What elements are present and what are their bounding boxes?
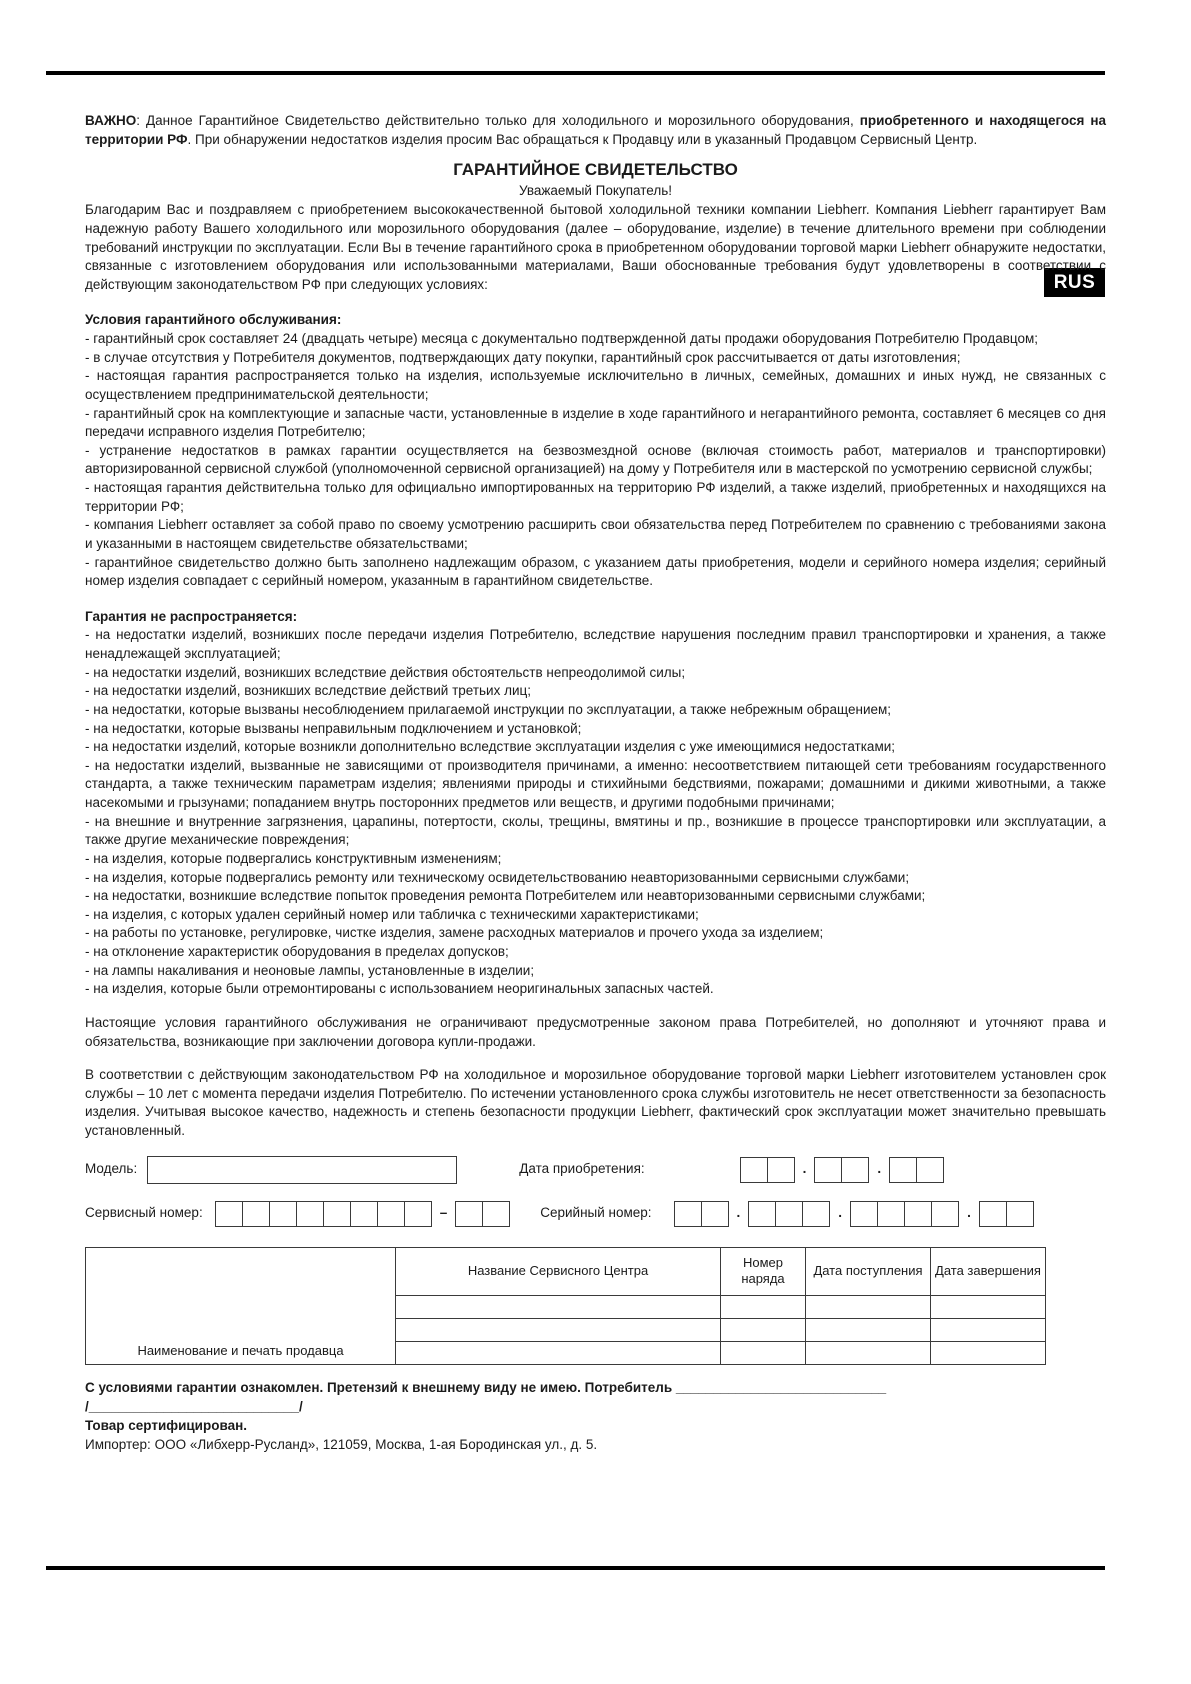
document-content (85, 112, 1106, 1454)
exclusions-list (85, 626, 1106, 999)
service-number-label: Сервисный номер: (85, 1205, 203, 1221)
form-cell (323, 1201, 351, 1227)
certified-line: Товар сертифицирован. (85, 1418, 247, 1434)
table-header-row (86, 1247, 1046, 1295)
form-cell (377, 1201, 405, 1227)
list-item: - на внешние и внутренние загрязнения, царапины, потертости, сколы, трещины, вмятины и пр., возникшие в процессе транспортировки или эксплуатации, а также другие механические повреждения; (85, 813, 1106, 848)
top-rule (46, 71, 1105, 75)
form-cell (931, 1201, 959, 1227)
page-title: ГАРАНТИЙНОЕ СВИДЕТЕЛЬСТВО (453, 160, 738, 180)
table-cell (396, 1295, 721, 1318)
importer-line: Импортер: ООО «Либхерр-Русланд», 121059, Москва, 1-ая Бородинская ул., д. 5. (85, 1437, 598, 1453)
important-notice (85, 112, 1106, 149)
form-cell (269, 1201, 297, 1227)
cell-group (740, 1157, 795, 1183)
list-item: - на отклонение характеристик оборудования в пределах допусков; (85, 944, 509, 960)
col-header-service-center: Название Сервисного Центра (396, 1247, 721, 1295)
col-header-order-number: Номер наряда (721, 1247, 806, 1295)
footer-block (85, 1378, 1106, 1455)
form-cell (296, 1201, 324, 1227)
cell-separator: . (967, 1205, 971, 1221)
table-cell (721, 1318, 806, 1341)
seller-stamp-label: Наименование и печать продавца (137, 1342, 344, 1358)
cell-separator: . (877, 1161, 882, 1177)
form-cell (242, 1201, 270, 1227)
form-cell (674, 1201, 702, 1227)
conditions-heading: Условия гарантийного обслуживания: (85, 312, 342, 328)
list-item: - на недостатки, возникшие вследствие попыток проведения ремонта Потребителем или неавторизованными сервисными службами; (85, 888, 926, 904)
form-cell (350, 1201, 378, 1227)
cell-group (748, 1201, 830, 1227)
list-item: - настоящая гарантия действительна только для официально импортированных на территорию РФ изделий, а также изделий, приобретенных и находящихся на территории РФ; (85, 480, 1106, 514)
conditions-list (85, 330, 1106, 591)
form-cell (841, 1157, 869, 1183)
form-cell (748, 1201, 776, 1227)
serial-number-label: Серийный номер: (540, 1205, 652, 1221)
model-input-box (147, 1156, 457, 1184)
form-cell (404, 1201, 432, 1227)
table-cell (721, 1341, 806, 1364)
form-cell (215, 1201, 243, 1227)
cell-separator: . (736, 1205, 741, 1221)
service-number-cells (215, 1201, 511, 1227)
list-item: - на недостатки изделий, возникших вследствие действий третьих лиц; (85, 683, 531, 699)
list-item: - на недостатки, которые вызваны неправильным подключением и установкой; (85, 720, 582, 736)
language-badge: RUS (1044, 268, 1105, 297)
table-cell (806, 1318, 931, 1341)
important-text-rest: . При обнаружении недостатков изделия просим Вас обращаться к Продавцу или в указанный Продавцом Сервисный Центр. (187, 131, 978, 147)
serial-number-cells (674, 1201, 1034, 1227)
form-cell (889, 1157, 917, 1183)
form-cell (877, 1201, 905, 1227)
list-item: - гарантийный срок составляет 24 (двадцать четыре) месяца с документально подтвержденной даты продажи оборудования Потребителю Продавцом; (85, 331, 1038, 347)
cell-separator: . (802, 1161, 807, 1177)
form-cell (916, 1157, 944, 1183)
acknowledgment-line: С условиями гарантии ознакомлен. Претензий к внешнему виду не имею. Потребитель ____________________________ /____________________________/ (85, 1379, 887, 1414)
intro-paragraph: Благодарим Вас и поздравляем с приобретением высококачественной бытовой холодильной техники компании Liebherr. Компания Liebherr гарантирует Вам надежную работу Вашего холодильного или морозильного оборудования (далее – оборудование, изделие) в течение длительного времени при соблюдении требований инструкции по эксплуатации. Если Вы в течение гарантийного срока в приобретенном оборудовании торговой марки Liebherr обнаружите недостатки, связанные с изготовлением оборудования или использованными материалами, Ваши обоснованные требования будут удовлетворены в соответствии с действующим законодательством РФ при следующих условиях: (85, 202, 1106, 292)
table-cell (806, 1341, 931, 1364)
form-cell (802, 1201, 830, 1227)
cell-separator: . (838, 1205, 843, 1221)
form-cell (701, 1201, 729, 1227)
col-header-receipt-date: Дата поступления (806, 1247, 931, 1295)
list-item: - настоящая гарантия распространяется только на изделия, используемые исключительно в личных, семейных, домашних и иных нужд, не связанных с осуществлением предпринимательской деятельности; (85, 368, 1106, 402)
form-cell (814, 1157, 842, 1183)
form-cell (979, 1201, 1007, 1227)
table-cell (931, 1341, 1046, 1364)
table-cell (931, 1295, 1046, 1318)
list-item: - в случае отсутствия у Потребителя документов, подтверждающих дату покупки, гарантийный срок рассчитывается от даты изготовления; (85, 349, 961, 365)
exclusions-heading: Гарантия не распространяется: (85, 608, 298, 624)
important-bold-phrase: приобретенного и находящегося на территории РФ (85, 113, 1106, 147)
list-item: - на недостатки, которые вызваны несоблюдением прилагаемой инструкции по эксплуатации, а также небрежным обращением; (85, 701, 892, 717)
cell-group (455, 1201, 510, 1227)
form-cell (740, 1157, 768, 1183)
form-cell (850, 1201, 878, 1227)
seller-stamp-cell (86, 1247, 396, 1364)
list-item: - гарантийное свидетельство должно быть заполнено надлежащим образом, с указанием даты приобретения, модели и серийного номера изделия; серийный номер изделия совпадает с серийный номером, указанным в гарантийном свидетельстве. (85, 554, 1106, 589)
salutation: Уважаемый Покупатель! (519, 182, 672, 198)
list-item: - на изделия, которые подвергались ремонту или техническому освидетельствованию неавторизованными сервисными службами; (85, 869, 910, 885)
cell-group (674, 1201, 729, 1227)
table-cell (931, 1318, 1046, 1341)
list-item: - на недостатки изделий, возникших после передачи изделия Потребителю, вследствие нарушения последним правил транспортировки и хранения, а также ненадлежащей эксплуатацией; (85, 627, 1106, 662)
model-label: Модель: (85, 1161, 138, 1177)
form-cell (904, 1201, 932, 1227)
list-item: - на недостатки изделий, вызванные не зависящими от производителя причинами, а именно: несоответствием питающей сети требованиям государственного стандарта, а также техническим параметрам изделия; явлениями природы и стихийными бедствиями, пожарами; домашними и дикими животными, а также насекомыми и грызунами; попаданием внутрь посторонних предметов или веществ, и другими подобными причинами; (85, 757, 1106, 811)
list-item: - устранение недостатков в рамках гарантии осуществляется на безвозмездной основе (включая стоимость работ, материалов и транспортировки) авторизированной сервисной службой (уполномоченной сервисной организацией) на дому у Потребителя или в мастерской по усмотрению сервисной службы; (85, 442, 1106, 477)
cell-group (889, 1157, 944, 1183)
col-header-completion-date: Дата завершения (931, 1247, 1046, 1295)
cell-group (215, 1201, 432, 1227)
list-item: - на недостатки изделий, которые возникли дополнительно вследствие эксплуатации изделия с уже имеющимися недостатками; (85, 739, 896, 755)
list-item: - гарантийный срок на комплектующие и запасные части, установленные в изделие в ходе гарантийного и негарантийного ремонта, составляет 6 месяцев со дня передачи исправного изделия Потребителю; (85, 405, 1106, 440)
list-item: - на недостатки изделий, возникших вследствие действия обстоятельств непреодолимой силы; (85, 664, 686, 680)
bottom-rule (46, 1566, 1105, 1570)
form-cell (482, 1201, 510, 1227)
table-cell (721, 1295, 806, 1318)
cell-group (814, 1157, 869, 1183)
important-label: ВАЖНО (85, 113, 137, 128)
table-cell (806, 1295, 931, 1318)
form-cell (455, 1201, 483, 1227)
purchase-date-cells (740, 1157, 945, 1183)
list-item: - на изделия, которые были отремонтированы с использованием неоригинальных запасных частей. (85, 981, 714, 997)
cell-group (850, 1201, 959, 1227)
list-item: - на лампы накаливания и неоновые лампы, установленные в изделии; (85, 962, 535, 978)
list-item: - на работы по установке, регулировке, чистке изделия, замене расходных материалов и прочего ухода за изделием; (85, 925, 824, 941)
purchase-date-label: Дата приобретения: (519, 1161, 645, 1177)
closing-paragraph-1: Настоящие условия гарантийного обслуживания не ограничивают предусмотренные законом права Потребителей, но дополняют и уточняют права и обязательства, возникающие при заключении договора купли-продажи. (85, 1014, 1106, 1049)
form-cell (1006, 1201, 1034, 1227)
form-cell (767, 1157, 795, 1183)
closing-paragraph-2: В соответствии с действующим законодательством РФ на холодильное и морозильное оборудование торговой марки Liebherr изготовителем установлен срок службы – 10 лет с момента передачи изделия Потребителю. По истечении установленного срока службы изготовитель не несет ответственности за безопасность изделия. Учитывая высокое качество, надежность и степень безопасности продукции Liebherr, фактический срок эксплуатации может значительно превышать установленный. (85, 1067, 1106, 1139)
cell-separator: – (439, 1205, 448, 1221)
list-item: - на изделия, которые подвергались конструктивным изменениям; (85, 850, 502, 866)
important-text: : Данное Гарантийное Свидетельство действительно только для холодильного и морозильного оборудования, (136, 113, 860, 128)
cell-group (979, 1201, 1034, 1227)
service-serial-row (85, 1199, 1106, 1229)
table-cell (396, 1341, 721, 1364)
form-cell (775, 1201, 803, 1227)
list-item: - на изделия, с которых удален серийный номер или табличка с техническими характеристиками; (85, 906, 699, 922)
model-date-row (85, 1155, 1106, 1185)
list-item: - компания Liebherr оставляет за собой право по своему усмотрению расширить свои обязательства перед Потребителем по сравнению с требованиями закона и указанными в настоящем свидетельстве обязательствами; (85, 517, 1106, 551)
service-table (85, 1247, 1046, 1365)
table-cell (396, 1318, 721, 1341)
